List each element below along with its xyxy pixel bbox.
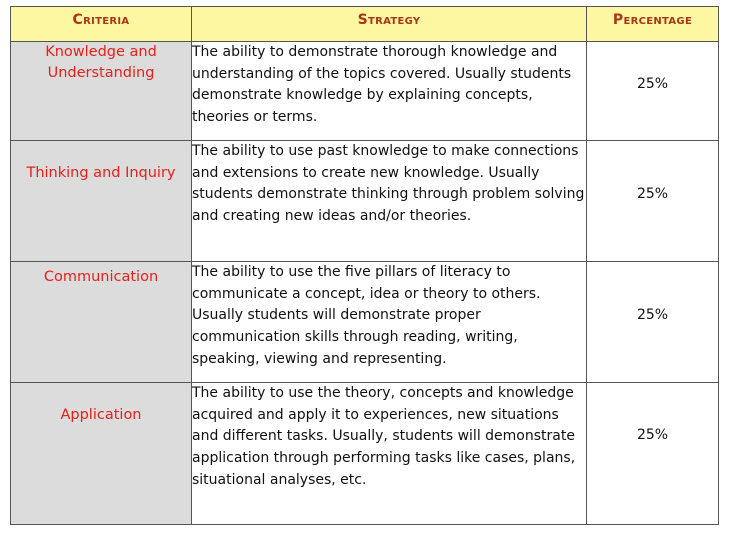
- table-row: [11, 383, 719, 525]
- criteria-label-line: Thinking and Inquiry: [26, 165, 176, 181]
- header-percentage: Percentage: [587, 7, 719, 42]
- table-row: [11, 42, 719, 141]
- rubric-table: [10, 6, 719, 525]
- strategy-cell: The ability to use the theory, concepts and knowledge acquired and apply it to experiences, new situations and different tasks. Usually, students will demonstrate application through performing tasks like cases, plans, situational analyses, etc.: [192, 383, 587, 525]
- percentage-value: 25%: [636, 76, 669, 92]
- percentage-cell: [587, 141, 719, 262]
- percentage-cell: [587, 383, 719, 525]
- criteria-label-line: Knowledge and: [45, 44, 157, 60]
- table-row: [11, 141, 719, 262]
- header-strategy: Strategy: [192, 7, 587, 42]
- percentage-value: 25%: [636, 426, 669, 443]
- strategy-cell: The ability to use the five pillars of literacy to communicate a concept, idea or theory to others. Usually students will demonstrate proper communication skills through reading, writing, speaking, viewing and representing.: [192, 262, 587, 383]
- strategy-cell: The ability to demonstrate thorough knowledge and understanding of the topics covered. Usually students demonstrate knowledge by explaining concepts, theories or terms.: [192, 42, 587, 141]
- criteria-cell: [11, 383, 192, 525]
- criteria-cell: [11, 42, 192, 141]
- table-row: [11, 262, 719, 383]
- header-criteria: Criteria: [11, 7, 192, 42]
- strategy-cell: The ability to use past knowledge to make connections and extensions to create new knowledge. Usually students demonstrate thinking through problem solving and creating new ideas and/or theories.: [192, 141, 587, 262]
- criteria-label-line: Communication: [43, 269, 159, 285]
- percentage-cell: [587, 42, 719, 141]
- criteria-label-line: Application: [60, 407, 142, 423]
- percentage-value: 25%: [636, 186, 669, 202]
- criteria-label-line: Understanding: [47, 65, 155, 81]
- criteria-cell: [11, 141, 192, 262]
- percentage-value: 25%: [636, 307, 669, 323]
- percentage-cell: [587, 262, 719, 383]
- criteria-cell: [11, 262, 192, 383]
- header-row: [11, 7, 719, 42]
